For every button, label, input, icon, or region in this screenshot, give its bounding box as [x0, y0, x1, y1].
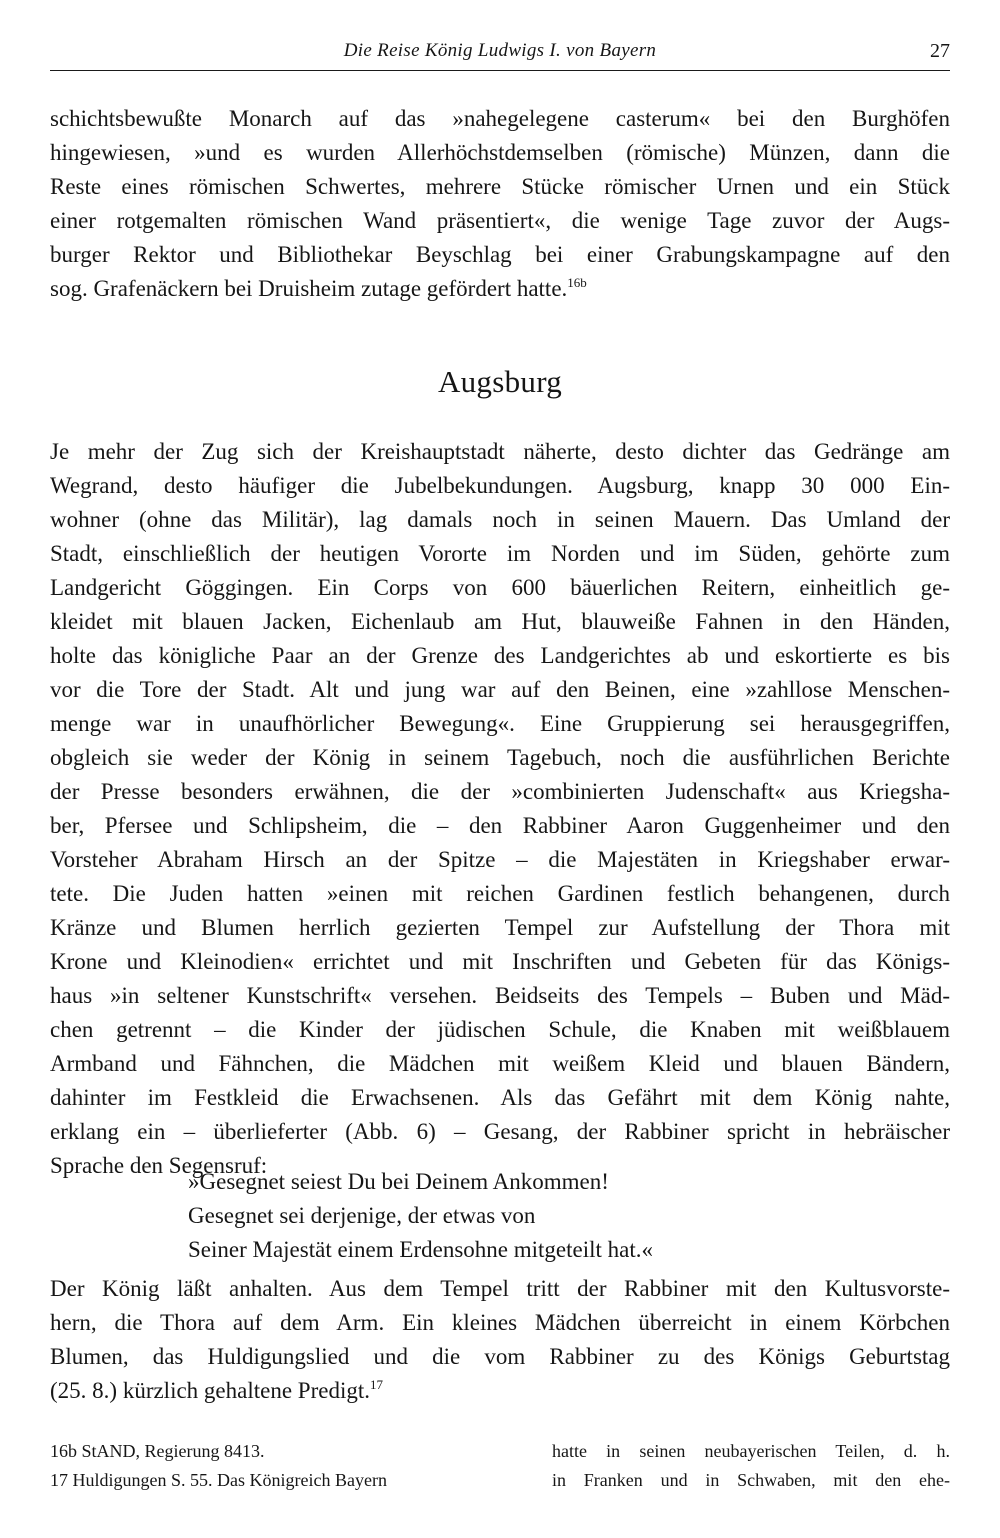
footnote-reference: 16b	[567, 275, 587, 290]
page-number: 27	[930, 40, 950, 62]
text-line-content: sog. Grafenäckern bei Druisheim zutage gefördert hatte.	[50, 276, 568, 301]
text-line: erklang ein – überlieferter (Abb. 6) – Gesang, der Rabbiner spricht in hebräischer	[50, 1119, 950, 1144]
text-line-content: (25. 8.) kürzlich gehaltene Predigt.	[50, 1378, 370, 1403]
text-line: Reste eines römischen Schwertes, mehrere Stücke römischer Urnen und ein Stück	[50, 174, 950, 199]
text-line: Kränze und Blumen herrlich gezierten Tempel zur Aufstellung der Thora mit	[50, 915, 950, 940]
text-line: Stadt, einschließlich der heutigen Vororte im Norden und im Süden, gehörte zum	[50, 541, 950, 566]
text-line: tete. Die Juden hatten »einen mit reichen Gardinen festlich behangenen, durch	[50, 881, 950, 906]
text-line-last	[50, 272, 950, 306]
text-line: Vorsteher Abraham Hirsch an der Spitze – die Majestäten in Kriegshaber erwar-	[50, 847, 950, 872]
text-line: Der König läßt anhalten. Aus dem Tempel tritt der Rabbiner mit den Kultusvorste-	[50, 1276, 950, 1301]
text-line-last	[50, 1374, 950, 1408]
verse-quote	[188, 1165, 808, 1267]
text-line: vor die Tore der Stadt. Alt und jung war auf den Beinen, eine »zahllose Menschen-	[50, 677, 950, 702]
text-line: kleidet mit blauen Jacken, Eichenlaub am Hut, blauweiße Fahnen in den Händen,	[50, 609, 950, 634]
text-line-last: Sprache den Segensruf:	[50, 1153, 268, 1178]
footnote-line: hatte in seinen neubayerischen Teilen, d. h.	[552, 1441, 950, 1461]
text-line: Wegrand, desto häufiger die Jubelbekundungen. Augsburg, knapp 30 000 Ein-	[50, 473, 950, 498]
section-heading: Augsburg	[437, 364, 563, 399]
footnote-line: 16b StAND, Regierung 8413.	[50, 1441, 265, 1461]
text-line: Armband und Fähnchen, die Mädchen mit weißem Kleid und blauen Bändern,	[50, 1051, 950, 1076]
text-line: hern, die Thora auf dem Arm. Ein kleines Mädchen überreicht in einem Körbchen	[50, 1310, 950, 1335]
text-line: obgleich sie weder der König in seinem Tagebuch, noch die ausführlichen Berichte	[50, 745, 950, 770]
footnote-reference: 17	[369, 1377, 383, 1392]
text-line: dahinter im Festkleid die Erwachsenen. Als das Gefährt mit dem König nahte,	[50, 1085, 950, 1110]
verse-line: Gesegnet sei derjenige, der etwas von	[188, 1203, 536, 1228]
text-line: einer rotgemalten römischen Wand präsentiert«, die wenige Tage zuvor der Augs-	[50, 208, 950, 233]
verse-line: Seiner Majestät einem Erdensohne mitgeteilt hat.«	[188, 1237, 653, 1262]
footnote-column-left	[50, 1437, 490, 1495]
text-line: chen getrennt – die Kinder der jüdischen Schule, die Knaben mit weißblauem	[50, 1017, 950, 1042]
text-line: Krone und Kleinodien« errichtet und mit Inschriften und Gebeten für das Königs-	[50, 949, 950, 974]
text-line: menge war in unaufhörlicher Bewegung«. Eine Gruppierung sei herausgegriffen,	[50, 711, 950, 736]
text-line: Landgericht Göggingen. Ein Corps von 600 bäuerlichen Reitern, einheitlich ge-	[50, 575, 950, 600]
text-line: ber, Pfersee und Schlipsheim, die – den Rabbiner Aaron Guggenheimer und den	[50, 813, 950, 838]
footnotes	[50, 1437, 950, 1501]
main-paragraph	[50, 435, 950, 1183]
text-line: Blumen, das Huldigungslied und die vom Rabbiner zu des Königs Geburtstag	[50, 1344, 950, 1369]
text-line: wohner (ohne das Militär), lag damals noch in seinen Mauern. Das Umland der	[50, 507, 950, 532]
text-line: haus »in seltener Kunstschrift« versehen. Beidseits des Tempels – Buben und Mäd-	[50, 983, 950, 1008]
text-line: hingewiesen, »und es wurden Allerhöchstdemselben (römische) Münzen, dann die	[50, 140, 950, 165]
footnote-column-right	[552, 1437, 950, 1495]
footnote-line: 17 Huldigungen S. 55. Das Königreich Bayern	[50, 1470, 387, 1490]
text-line: schichtsbewußte Monarch auf das »nahegelegene casterum« bei den Burghöfen	[50, 106, 950, 131]
text-line: holte das königliche Paar an der Grenze des Landgerichtes ab und eskortierte es bis	[50, 643, 950, 668]
text-line: der Presse besonders erwähnen, die der »combinierten Judenschaft« aus Kriegsha-	[50, 779, 950, 804]
running-title: Die Reise König Ludwigs I. von Bayern	[343, 40, 657, 61]
verse-line: »Gesegnet seiest Du bei Deinem Ankommen!	[188, 1169, 609, 1194]
footnote-line: in Franken und in Schwaben, mit den ehe-	[552, 1470, 950, 1490]
running-header	[50, 36, 950, 71]
text-line: Je mehr der Zug sich der Kreishauptstadt näherte, desto dichter das Gedränge am	[50, 439, 950, 464]
intro-paragraph	[50, 102, 950, 306]
text-line: burger Rektor und Bibliothekar Beyschlag bei einer Grabungskampagne auf den	[50, 242, 950, 267]
closing-paragraph	[50, 1272, 950, 1408]
